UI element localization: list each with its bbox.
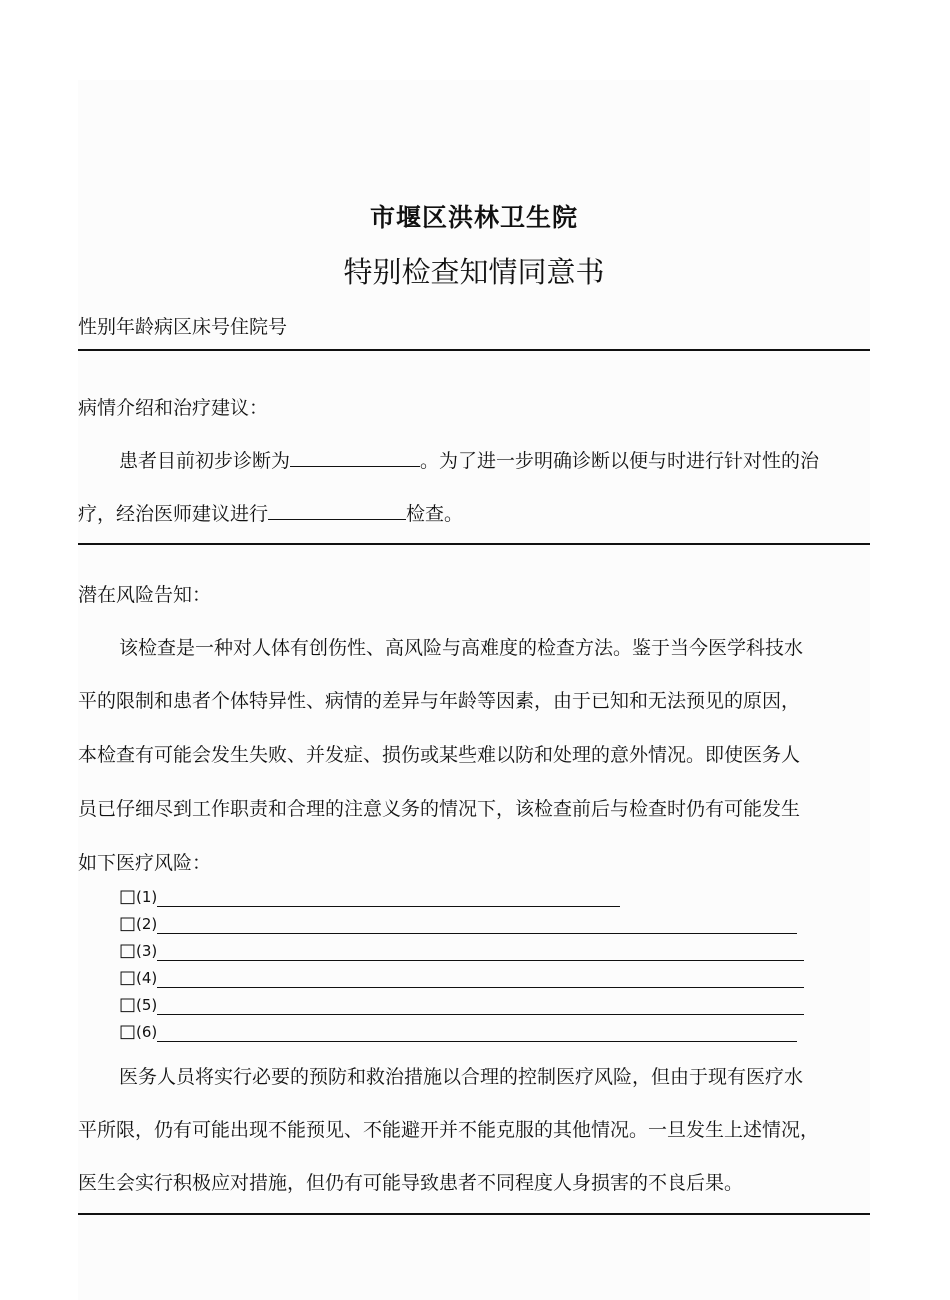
- risk-item-blank[interactable]: [157, 972, 804, 988]
- risk-item-blank[interactable]: [157, 918, 797, 934]
- risk-paragraph-line: 本检查有可能会发生失败、并发症、损伤或某些难以防和处理的意外情况。即使医务人: [78, 744, 801, 766]
- risk-paragraph-line: 如下医疗风险：: [78, 852, 212, 874]
- risk-item-blank[interactable]: [157, 1026, 797, 1042]
- risk-item-label: (3): [136, 942, 158, 960]
- risk-item-label: (1): [136, 888, 158, 906]
- risk-item-blank[interactable]: [157, 891, 620, 907]
- risk-item: [119, 1021, 797, 1042]
- diagnosis-paragraph-line2: [78, 499, 463, 526]
- risk-item: [119, 967, 804, 988]
- diagnosis-text-4: 检查。: [406, 503, 464, 525]
- checkbox-icon[interactable]: □: [119, 886, 137, 907]
- checkbox-icon[interactable]: □: [119, 967, 137, 988]
- risk-item-label: (5): [136, 996, 158, 1014]
- diagnosis-text-1: 患者目前初步诊断为: [119, 450, 291, 472]
- consent-form-page: [78, 80, 870, 1300]
- exam-name-blank[interactable]: [268, 501, 406, 520]
- checkbox-icon[interactable]: □: [119, 940, 137, 961]
- document-title: 特别检查知情同意书: [343, 255, 605, 289]
- checkbox-icon[interactable]: □: [119, 994, 137, 1015]
- closing-paragraph-line: 医务人员将实行必要的预防和救治措施以合理的控制医疗风险，但由于现有医疗水: [119, 1066, 804, 1088]
- risk-item-label: (6): [136, 1023, 158, 1041]
- risk-item: [119, 913, 797, 934]
- risk-item: [119, 994, 804, 1015]
- risk-item-blank[interactable]: [157, 999, 804, 1015]
- risk-item: [119, 886, 620, 907]
- diagnosis-text-2: 。为了进一步明确诊断以便与时进行针对性的治: [420, 450, 820, 472]
- section-heading-condition: 病情介绍和治疗建议：: [78, 397, 269, 419]
- divider: [78, 349, 870, 351]
- closing-paragraph-line: 平所限，仍有可能出现不能预见、不能避开并不能克服的其他情况。一旦发生上述情况，: [78, 1119, 820, 1141]
- section-heading-risk: 潜在风险告知：: [78, 584, 212, 606]
- hospital-name: 市堰区洪林卫生院: [369, 203, 578, 232]
- risk-paragraph-line: 平的限制和患者个体特异性、病情的差异与年龄等因素，由于已知和无法预见的原因，: [78, 690, 801, 712]
- closing-paragraph-line: 医生会实行积极应对措施，但仍有可能导致患者不同程度人身损害的不良后果。: [78, 1172, 744, 1194]
- diagnosis-text-3: 疗，经治医师建议进行: [78, 503, 269, 525]
- checkbox-icon[interactable]: □: [119, 913, 137, 934]
- risk-item: [119, 940, 804, 961]
- divider: [78, 543, 870, 545]
- divider: [78, 1213, 870, 1215]
- diagnosis-paragraph-line1: [119, 446, 819, 473]
- checkbox-icon[interactable]: □: [119, 1021, 137, 1042]
- risk-paragraph-line: 员已仔细尽到工作职责和合理的注意义务的情况下，该检查前后与检查时仍有可能发生: [78, 798, 801, 820]
- diagnosis-blank[interactable]: [290, 448, 420, 467]
- risk-item-label: (4): [136, 969, 158, 987]
- risk-paragraph-line: 该检查是一种对人体有创伤性、高风险与高难度的检查方法。鉴于当今医学科技水: [119, 637, 804, 659]
- risk-item-blank[interactable]: [157, 945, 804, 961]
- patient-info-fields: 性别年龄病区床号住院号: [78, 316, 288, 338]
- risk-item-label: (2): [136, 915, 158, 933]
